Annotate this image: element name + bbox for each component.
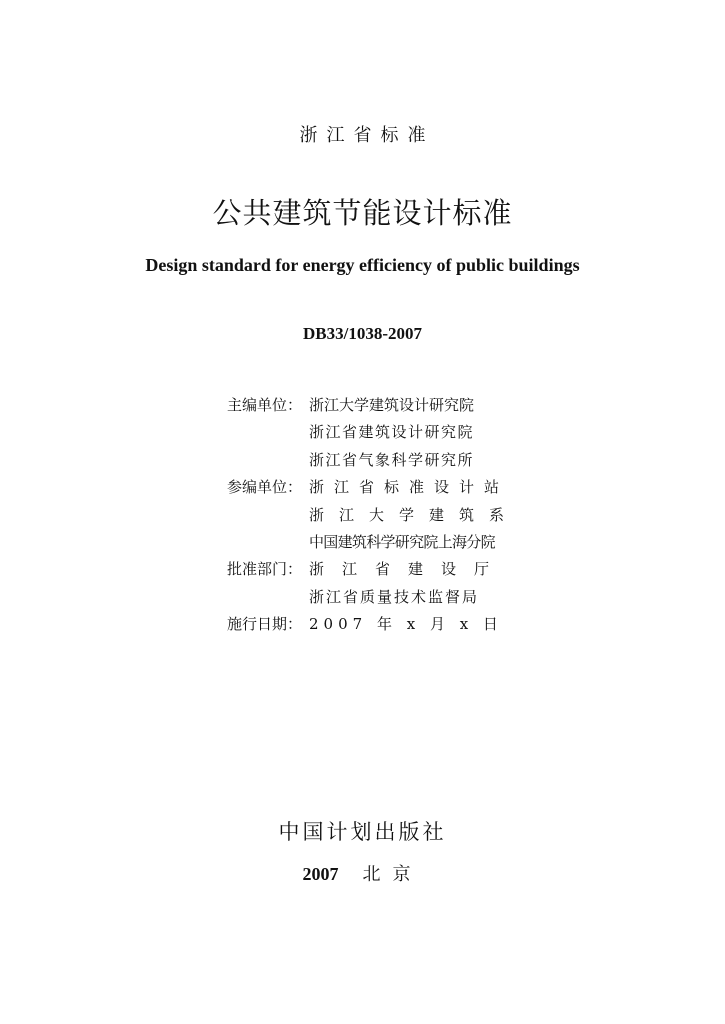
publication-city: 北京 (362, 864, 423, 885)
approval-row (227, 586, 527, 613)
approver-1: 浙江省建设厅 (309, 560, 508, 579)
effective-date: 2007 年 x 月 x 日 (309, 615, 503, 634)
info-block (227, 394, 527, 641)
participant-1: 浙江省标准设计站 (309, 478, 510, 497)
publication-year: 2007 (302, 864, 339, 884)
participant-row (227, 531, 527, 558)
title-english: Design standard for energy efficiency of public buildings (145, 255, 580, 275)
effective-date-label: 施行日期： (227, 615, 303, 634)
publisher-name: 中国计划出版社 (278, 820, 447, 844)
standard-code: DB33/1038-2007 (303, 324, 422, 343)
participant-3: 中国建筑科学研究院上海分院 (309, 532, 495, 551)
approval-label: 批准部门： (227, 560, 303, 579)
chief-editor-2: 浙江省建筑设计研究院 (309, 423, 475, 442)
participant-row (227, 476, 527, 503)
chief-editor-label: 主编单位： (227, 396, 303, 414)
title-chinese: 公共建筑节能设计标准 (212, 196, 513, 230)
chief-editor-row (227, 394, 527, 421)
approval-row (227, 558, 527, 585)
chief-editor-row (227, 421, 527, 448)
chief-editor-1: 浙江大学建筑设计研究院 (309, 396, 475, 414)
effective-date-row (227, 613, 527, 640)
publication-place (0, 860, 725, 886)
approver-2: 浙江省质量技术监督局 (309, 587, 480, 606)
participant-2: 浙江大学建筑系 (309, 505, 520, 524)
participant-row (227, 504, 527, 531)
provincial-standard-heading: 浙江省标准 (299, 125, 435, 146)
chief-editor-row (227, 449, 527, 476)
participant-label: 参编单位： (227, 478, 303, 497)
chief-editor-3: 浙江省气象科学研究所 (309, 450, 475, 469)
